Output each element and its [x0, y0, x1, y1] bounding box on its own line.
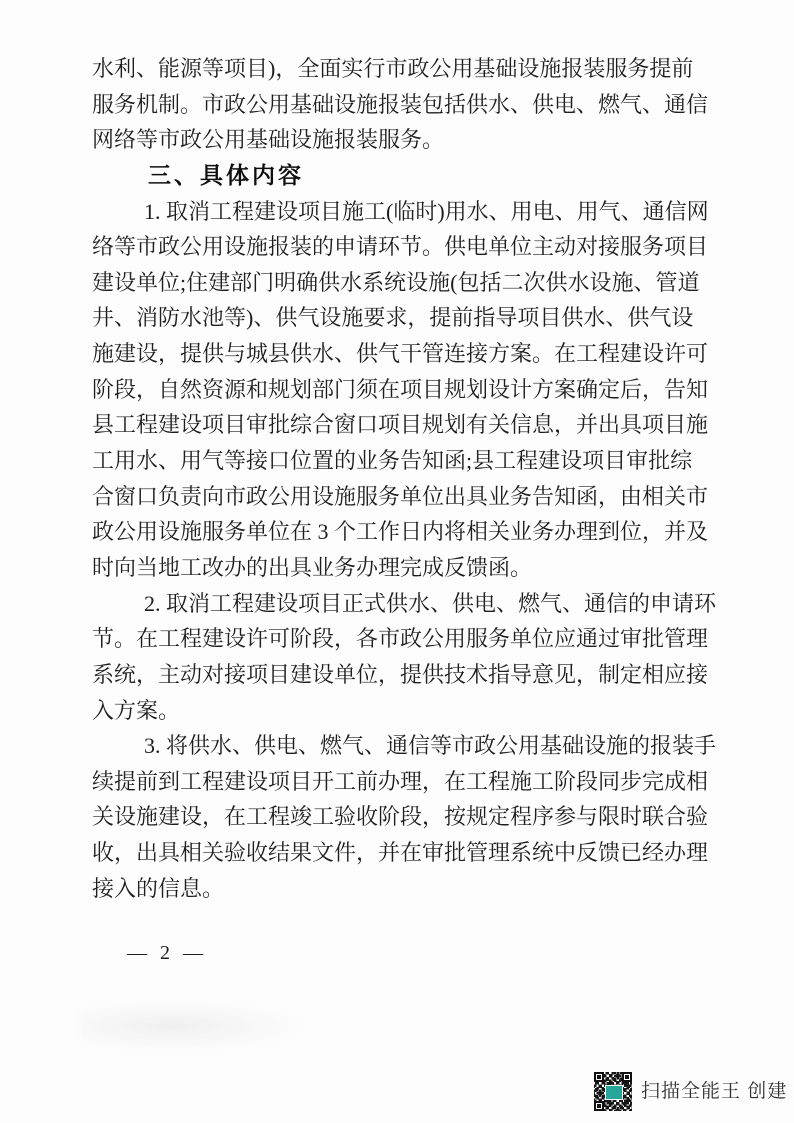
watermark-label: 扫描全能王 创建 — [641, 1081, 788, 1102]
text-line: 施建设，提供与城县供水、供气干管连接方案。在工程建设许可 — [92, 341, 709, 367]
text-line: 2. 取消工程建设项目正式供水、供电、燃气、通信的申请环 — [144, 590, 717, 616]
text-line: 1. 取消工程建设项目施工(临时)用水、用电、用气、通信网 — [144, 198, 709, 224]
qr-code-icon — [594, 1072, 632, 1111]
text-line: 续提前到工程建设项目开工前办理，在工程施工阶段同步完成相 — [92, 768, 709, 794]
text-line: 阶段，自然资源和规划部门须在项目规划设计方案确定后，告知 — [92, 376, 709, 402]
text-line: 服务机制。市政公用基础设施报装包括供水、供电、燃气、通信 — [92, 91, 709, 117]
text-line: 政公用设施服务单位在 3 个工作日内将相关业务办理到位，并及 — [92, 519, 709, 545]
text-line: 工用水、用气等接口位置的业务告知函;县工程建设项目审批综 — [92, 448, 693, 474]
text-line: 关设施建设，在工程竣工验收阶段，按规定程序参与限时联合验 — [92, 804, 709, 830]
scan-smudge-artifact — [80, 1000, 310, 1052]
qr-logo — [605, 1085, 623, 1100]
text-line: 接入的信息。 — [92, 875, 225, 901]
text-line: 系统，主动对接项目建设单位，提供技术指导意见，制定相应接 — [92, 661, 709, 687]
text-line: 县工程建设项目审批综合窗口项目规划有关信息，并出具项目施 — [92, 412, 709, 438]
section-heading: 三、具体内容 — [148, 161, 304, 188]
text-line: 络等市政公用设施报装的申请环节。供电单位主动对接服务项目 — [92, 234, 709, 260]
text-line: 时向当地工改办的出具业务办理完成反馈函。 — [92, 554, 533, 580]
text-line: 网络等市政公用基础设施报装服务。 — [92, 127, 445, 153]
text-line: 合窗口负责向市政公用设施服务单位出具业务告知函，由相关市 — [92, 483, 709, 509]
text-line: 井、消防水池等)、供气设施要求，提前指导项目供水、供气设 — [92, 305, 694, 331]
text-line: 收，出具相关验收结果文件，并在审批管理系统中反馈已经办理 — [92, 840, 709, 866]
qr-finder-icon — [622, 1072, 632, 1082]
text-line: 建设单位;住建部门明确供水系统设施(包括二次供水设施、管道 — [92, 269, 700, 295]
text-line: 节。在工程建设许可阶段，各市政公用服务单位应通过审批管理 — [92, 626, 709, 652]
text-line: 水利、能源等项目)，全面实行市政公用基础设施报装服务提前 — [92, 56, 694, 81]
qr-finder-icon — [594, 1101, 604, 1111]
scanner-watermark — [594, 1072, 787, 1111]
text-line: 3. 将供水、供电、燃气、通信等市政公用基础设施的报装手 — [144, 733, 717, 759]
text-line: 入方案。 — [92, 697, 181, 723]
page-number: — 2 — — [127, 942, 207, 964]
document-lines — [92, 51, 717, 906]
qr-finder-icon — [594, 1072, 604, 1082]
